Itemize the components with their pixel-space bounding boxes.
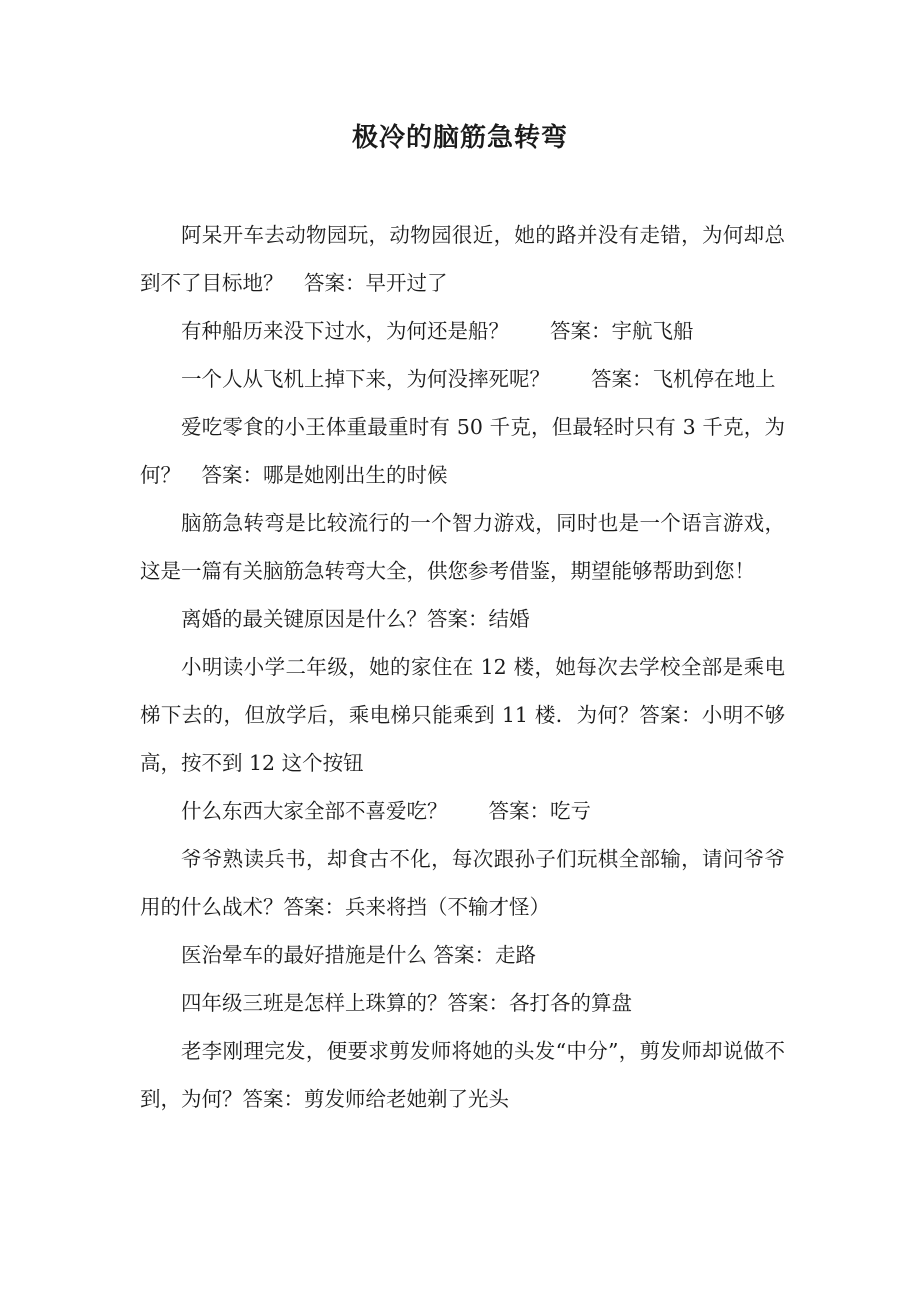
paragraph: 阿呆开车去动物园玩，动物园很近，她的路并没有走错，为何却总到不了目标地？ 答案：早开过了	[140, 223, 785, 295]
paragraph: 一个人从飞机上掉下来，为何没摔死呢？ 答案：飞机停在地上	[181, 367, 776, 391]
paragraph: 离婚的最关键原因是什么？答案：结婚	[181, 607, 530, 631]
paragraph: 什么东西大家全部不喜爱吃？ 答案：吃亏	[181, 799, 591, 823]
paragraph: 小明读小学二年级，她的家住在 12 楼，她每次去学校全部是乘电梯下去的，但放学后，乘电梯只能乘到 11 楼．为何？答案：小明不够高，按不到 12 这个按钮	[140, 655, 785, 775]
paragraph: 爱吃零食的小王体重最重时有 50 千克，但最轻时只有 3 千克，为何？ 答案：哪是她刚出生的时候	[140, 415, 785, 487]
paragraph: 医治晕车的最好措施是什么 答案：走路	[181, 943, 537, 967]
paragraph: 四年级三班是怎样上珠算的？答案：各打各的算盘	[181, 991, 632, 1015]
document-body	[140, 211, 785, 1123]
paragraph: 脑筋急转弯是比较流行的一个智力游戏，同时也是一个语言游戏，这是一篇有关脑筋急转弯大全，供您参考借鉴，期望能够帮助到您！	[140, 511, 785, 583]
paragraph: 有种船历来没下过水，为何还是船？ 答案：宇航飞船	[181, 319, 694, 343]
paragraph: 老李刚理完发，便要求剪发师将她的头发“中分”，剪发师却说做不到，为何？答案：剪发师给老她剃了光头	[140, 1039, 785, 1111]
paragraph: 爷爷熟读兵书，却食古不化，每次跟孙子们玩棋全部输，请问爷爷用的什么战术？答案：兵来将挡（不输才怪）	[140, 847, 785, 919]
document-title: 极冷的脑筋急转弯	[351, 123, 568, 153]
